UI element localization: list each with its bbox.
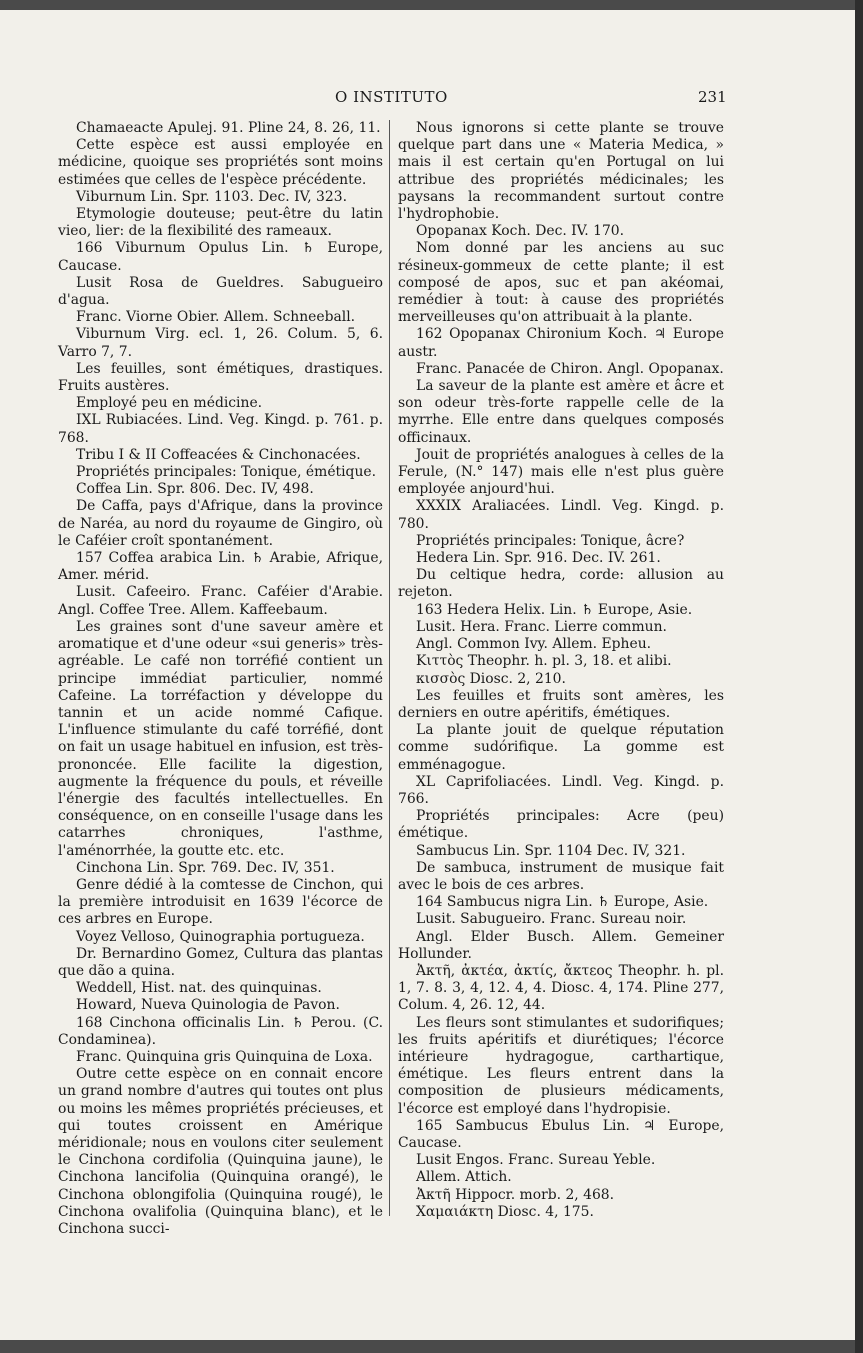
paragraph: De Caffa, pays d'Afrique, dans la province de Naréa, au nord du royaume de Gingiro, où le Caféier croît spontanément. — [58, 498, 383, 549]
paragraph: Dr. Bernardino Gomez, Cultura das plantas que dão a quina. — [58, 945, 383, 979]
paragraph: XL Caprifoliacées. Lindl. Veg. Kingd. p. 766. — [398, 773, 724, 807]
paragraph: Cette espèce est aussi employée en médicine, quoique ses propriétés sont moins estimées que celles de l'espèce précédente. — [58, 137, 383, 188]
paragraph: 162 Opopanax Chironium Koch. ♃ Europe austr. — [398, 326, 724, 360]
paragraph: Outre cette espèce on en connait encore un grand nombre d'autres qui toutes ont plus ou moins les mêmes propriétés précieuses, et qui toutes croissent en Amérique méridionale; nous en voulons citer seulement le Cinchona cordifolia (Quinquina jaune), le Cinchona lancifolia (Quinquina orangé), le Cinchona oblongifolia (Quinquina rougé), le Cinchona ovalifolia (Quinquina blanc), et le Cinchona succi- — [58, 1066, 383, 1237]
paragraph: Angl. Common Ivy. Allem. Epheu. — [416, 636, 652, 653]
paragraph: Les feuilles et fruits sont amères, les derniers en outre apéritifs, émétiques. — [398, 687, 724, 721]
page-number: 231 — [698, 88, 727, 106]
paragraph: Howard, Nueva Quinologia de Pavon. — [76, 997, 340, 1014]
paragraph: Ἀκτῆ Hippocr. morb. 2, 468. — [416, 1186, 615, 1203]
paragraph: Ἀκτῆ, ἀκτέα, ἀκτίς, ἄκτεος Theophr. h. pl. 1, 7. 8. 3, 4, 12. 4, 4. Diosc. 4, 174. Pline 277, Colum. 4, 26. 12, 44. — [398, 962, 724, 1014]
paragraph: Les fleurs sont stimulantes et sudorifiques; les fruits apéritifs et diurétiques; l'écorce intérieure hydragogue, carthartique, émétique. Les fleurs entrent dans la composition de plusieurs médicaments, l'écorce est employé dans l'hydropisie. — [398, 1014, 724, 1117]
paragraph: Propriétés principales: Acre (peu) émétique. — [398, 808, 724, 842]
paragraph: Lusit Engos. Franc. Sureau Yeble. — [416, 1152, 656, 1169]
paragraph: Sambucus Lin. Spr. 1104 Dec. IV, 321. — [416, 842, 686, 859]
paragraph: Allem. Attich. — [416, 1169, 512, 1186]
paragraph: 166 Viburnum Opulus Lin. ♄ Europe, Caucase. — [58, 240, 383, 274]
paragraph: Angl. Elder Busch. Allem. Gemeiner Hollunder. — [398, 928, 724, 962]
right-column — [398, 120, 724, 1221]
paragraph: XXXIX Araliacées. Lindl. Veg. Kingd. p. 780. — [398, 498, 724, 532]
paragraph: Κιττὸς Theophr. h. pl. 3, 18. et alibi. — [416, 653, 672, 670]
paragraph: Viburnum Virg. ecl. 1, 26. Colum. 5, 6. Varro 7, 7. — [58, 326, 383, 360]
paragraph: Coffea Lin. Spr. 806. Dec. IV, 498. — [76, 481, 314, 498]
paragraph: 163 Hedera Helix. Lin. ♄ Europe, Asie. — [416, 601, 693, 618]
paragraph: Franc. Quinquina gris Quinquina de Loxa. — [76, 1048, 373, 1065]
paragraph: Viburnum Lin. Spr. 1103. Dec. IV, 323. — [76, 188, 347, 205]
paragraph: IXL Rubiacées. Lind. Veg. Kingd. p. 761. p. 768. — [58, 412, 383, 446]
paragraph: Lusit. Sabugueiro. Franc. Sureau noir. — [416, 911, 687, 928]
paragraph: Lusit Rosa de Gueldres. Sabugueiro d'agua. — [58, 274, 383, 309]
paragraph: Opopanax Koch. Dec. IV. 170. — [416, 223, 625, 240]
paragraph: Franc. Panacée de Chiron. Angl. Opopanax. — [416, 360, 724, 377]
paragraph: Nous ignorons si cette plante se trouve quelque part dans une « Materia Medica, » mais il est certain qu'en Portugal on lui attribue des propriétés médicinales; les paysans la recommandent surtout contre l'hydrophobie. — [398, 120, 724, 223]
paragraph: Propriétés principales: Tonique, âcre? — [416, 532, 685, 549]
paragraph: Tribu I & II Coffeacées & Cinchonacées. — [76, 446, 361, 463]
paragraph: Chamaeacte Apulej. 91. Pline 24, 8. 26, 11. — [76, 120, 381, 136]
paragraph: Lusit. Cafeeiro. Franc. Caféier d'Arabie. Angl. Coffee Tree. Allem. Kaffeebaum. — [58, 584, 383, 618]
paragraph: 157 Coffea arabica Lin. ♄ Arabie, Afrique, Amer. mérid. — [58, 550, 383, 584]
paragraph: Hedera Lin. Spr. 916. Dec. IV. 261. — [416, 550, 661, 567]
paragraph: 168 Cinchona officinalis Lin. ♄ Perou. (C. Condaminea). — [58, 1014, 383, 1048]
paragraph: Nom donné par les anciens au suc résineux-gommeux de cette plante; il est composé de apos, suc et pan akéomai, remédier à tout: à cause des propriétés merveilleuses qu'on attribuait à la plante. — [398, 240, 724, 326]
paragraph: Les feuilles, sont émétiques, drastiques. Fruits austères. — [58, 360, 383, 395]
paragraph: Genre dédié à la comtesse de Cinchon, qui la première introduisit en 1639 l'écorce de ces arbres en Europe. — [58, 876, 383, 928]
left-column — [58, 120, 383, 1238]
column-divider — [389, 120, 390, 1216]
paragraph: Lusit. Hera. Franc. Lierre commun. — [416, 618, 667, 635]
paragraph: κισσὸς Diosc. 2, 210. — [416, 670, 566, 687]
paragraph: Propriétés principales: Tonique, émétique. — [76, 464, 377, 481]
paragraph: Du celtique hedra, corde: allusion au rejeton. — [398, 567, 724, 601]
paragraph: Weddell, Hist. nat. des quinquinas. — [76, 980, 322, 997]
paragraph: La plante jouit de quelque réputation comme sudórifique. La gomme est emménagogue. — [398, 722, 724, 773]
paragraph: 165 Sambucus Ebulus Lin. ♃ Europe, Caucase. — [398, 1117, 724, 1151]
running-header: O INSTITUTO — [335, 88, 448, 106]
paragraph: La saveur de la plante est amère et âcre et son odeur très-forte rappelle celle de la myrrhe. Elle entre dans quelques composés officinaux. — [398, 378, 724, 446]
paragraph: Etymologie douteuse; peut-être du latin vieo, lier: de la flexibilité des rameaux. — [58, 206, 383, 240]
paragraph: 164 Sambucus nigra Lin. ♄ Europe, Asie. — [416, 894, 709, 911]
paragraph: Voyez Velloso, Quinographia portugueza. — [76, 928, 365, 945]
paragraph: Jouit de propriétés analogues à celles de la Ferule, (N.° 147) mais elle n'est plus guère employée anjourd'hui. — [398, 446, 724, 498]
page-edge — [855, 0, 863, 1353]
paragraph: Les graines sont d'une saveur amère et aromatique et d'une odeur «sui generis» très-agréable. Le café non torréfié contient un principe immédiat particulier, nommé Cafeine. La torréfaction y développe du tannin et un acide nommé Cafique. L'influence stimulante du café torréfié, dont on fait un usage habituel en infusion, est très-prononcée. Elle facilite la digestion, augmente la fréquence du pouls, et réveille l'énergie des facultés intellectuelles. En conséquence, on en conseille l'usage dans les catarrhes chroniques, l'asthme, l'aménorrhée, la goutte etc. etc. — [58, 618, 383, 859]
paragraph: De sambuca, instrument de musique fait avec le bois de ces arbres. — [398, 859, 724, 893]
paragraph: Franc. Viorne Obier. Allem. Schneeball. — [76, 309, 356, 326]
paragraph: Χαμαιάκτη Diosc. 4, 175. — [416, 1203, 594, 1220]
paragraph: Employé peu en médicine. — [76, 395, 263, 412]
paragraph: Cinchona Lin. Spr. 769. Dec. IV, 351. — [76, 859, 335, 876]
